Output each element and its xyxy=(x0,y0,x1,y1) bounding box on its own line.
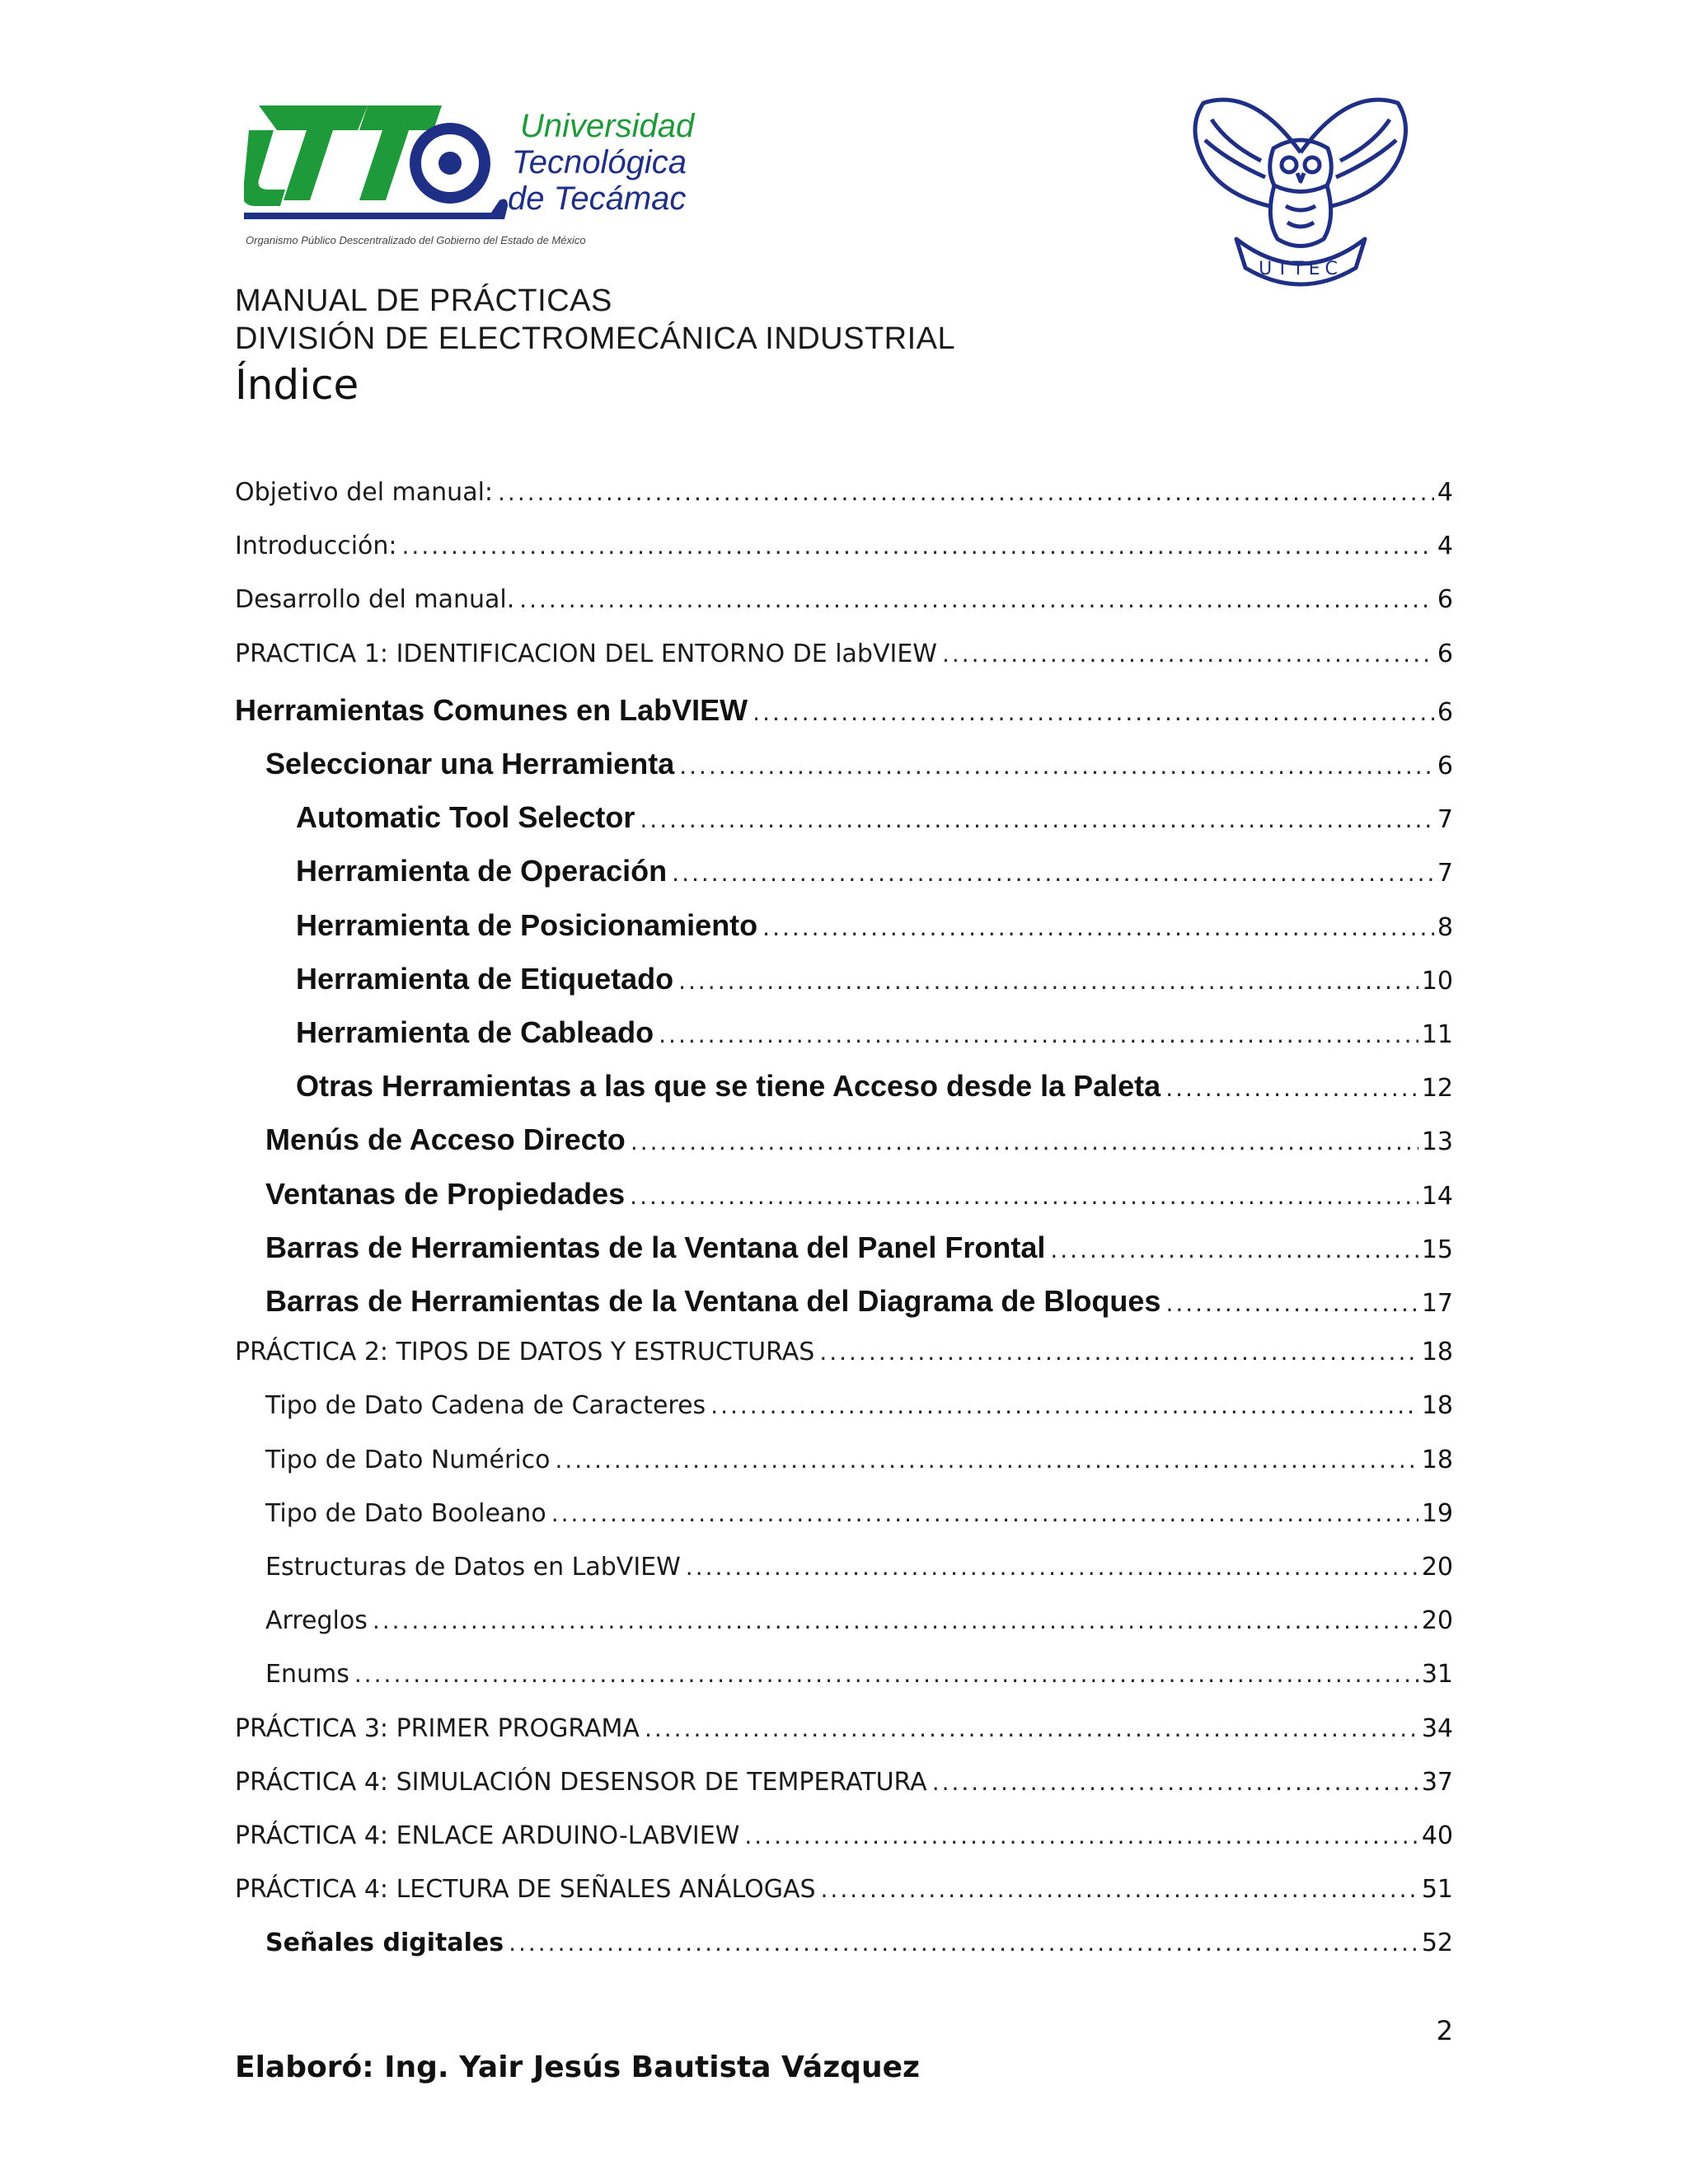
toc-entry-page: 18 xyxy=(1421,1391,1453,1421)
toc-entry[interactable] xyxy=(235,1821,1453,1868)
toc-entry[interactable] xyxy=(235,532,1453,578)
toc-dot-leader xyxy=(659,1021,1418,1048)
toc-entry[interactable] xyxy=(235,478,1453,524)
toc-entry-page: 19 xyxy=(1421,1498,1453,1528)
author-footer: Elaboró: Ing. Yair Jesús Bautista Vázquez xyxy=(235,2050,920,2084)
toc-entry-title: Automatic Tool Selector xyxy=(296,800,635,835)
toc-dot-leader xyxy=(498,479,1434,506)
toc-dot-leader xyxy=(631,1128,1418,1155)
toc-entry-page: 8 xyxy=(1437,912,1453,942)
toc-entry-title: Desarrollo del manual. xyxy=(235,585,515,615)
toc-dot-leader xyxy=(678,968,1418,995)
toc-entry-title: PRÁCTICA 2: TIPOS DE DATOS Y ESTRUCTURAS xyxy=(235,1338,815,1367)
svg-text:Universidad: Universidad xyxy=(520,108,695,144)
toc-entry-page: 4 xyxy=(1437,478,1453,507)
toc-dot-leader xyxy=(556,1446,1418,1474)
toc-entry-page: 12 xyxy=(1421,1074,1453,1104)
manual-title: MANUAL DE PRÁCTICAS xyxy=(235,284,612,318)
toc-entry[interactable] xyxy=(235,1122,1453,1169)
toc-entry-title: Otras Herramientas a las que se tiene Acceso desde la Paleta xyxy=(296,1069,1161,1104)
toc-dot-leader xyxy=(819,1338,1418,1366)
toc-entry[interactable] xyxy=(235,962,1453,1008)
toc-dot-leader xyxy=(762,914,1434,941)
toc-entry[interactable] xyxy=(235,1768,1453,1814)
toc-entry-title: PRÁCTICA 3: PRIMER PROGRAMA xyxy=(235,1713,640,1743)
toc-entry-title: Herramienta de Cableado xyxy=(296,1015,654,1049)
toc-dot-leader xyxy=(630,1183,1418,1210)
svg-text:Tecnológica: Tecnológica xyxy=(512,144,687,180)
toc-entry-title: Señales digitales xyxy=(265,1929,504,1958)
toc-entry-page: 17 xyxy=(1421,1289,1453,1318)
toc-dot-leader xyxy=(640,806,1434,833)
toc-entry-page: 52 xyxy=(1421,1929,1453,1958)
toc-entry-title: Tipo de Dato Cadena de Caracteres xyxy=(265,1391,706,1421)
toc-entry-page: 18 xyxy=(1421,1445,1453,1474)
svg-text:de Tecámac: de Tecámac xyxy=(508,180,687,217)
page-number: 2 xyxy=(1436,2015,1453,2046)
university-logo xyxy=(244,97,722,254)
toc-dot-leader xyxy=(672,860,1434,887)
toc-entry-page: 34 xyxy=(1421,1713,1453,1743)
toc-entry-page: 51 xyxy=(1421,1875,1453,1905)
toc-entry-page: 20 xyxy=(1421,1553,1453,1582)
toc-entry-page: 6 xyxy=(1437,585,1453,615)
toc-entry-page: 6 xyxy=(1437,639,1453,668)
toc-entry-title: Estructuras de Datos en LabVIEW xyxy=(265,1553,681,1582)
toc-entry-title: Arreglos xyxy=(265,1606,368,1636)
toc-entry-title: Objetivo del manual: xyxy=(235,478,494,507)
toc-dot-leader xyxy=(744,1822,1418,1849)
toc-dot-leader xyxy=(1165,1290,1418,1317)
toc-entry[interactable] xyxy=(235,1177,1453,1223)
toc-dot-leader xyxy=(1165,1075,1418,1102)
toc-entry-title: PRÁCTICA 4: SIMULACIÓN DESENSOR DE TEMPERATURA xyxy=(235,1767,927,1797)
toc-entry-title: Herramienta de Operación xyxy=(296,854,668,888)
toc-entry-page: 6 xyxy=(1437,697,1453,727)
toc-dot-leader xyxy=(679,752,1434,780)
toc-dot-leader xyxy=(1050,1236,1418,1263)
toc-entry[interactable] xyxy=(235,1714,1453,1760)
toc-dot-leader xyxy=(645,1715,1418,1742)
toc-entry[interactable] xyxy=(235,1284,1453,1330)
toc-entry[interactable] xyxy=(235,1875,1453,1921)
toc-entry-page: 15 xyxy=(1421,1235,1453,1264)
index-heading: Índice xyxy=(235,361,359,409)
toc-dot-leader xyxy=(519,586,1434,613)
toc-entry-title: PRACTICA 1: IDENTIFICACION DEL ENTORNO DE labVIEW xyxy=(235,639,937,668)
toc-entry-page: 13 xyxy=(1421,1127,1453,1157)
toc-dot-leader xyxy=(354,1661,1418,1688)
toc-entry-page: 14 xyxy=(1421,1181,1453,1211)
svg-text:Organismo Público Descentraliz: Organismo Público Descentralizado del Gobierno del Estado de México xyxy=(246,234,586,246)
toc-dot-leader xyxy=(551,1500,1418,1527)
toc-entry-title: Herramientas Comunes en LabVIEW xyxy=(235,692,748,727)
toc-dot-leader xyxy=(402,532,1434,560)
toc-entry[interactable] xyxy=(235,640,1453,686)
toc-dot-leader xyxy=(821,1876,1418,1903)
toc-entry-title: PRÁCTICA 4: ENLACE ARDUINO-LABVIEW xyxy=(235,1821,740,1850)
toc-entry-title: Herramienta de Etiquetado xyxy=(296,961,674,996)
toc-entry[interactable] xyxy=(235,1929,1453,1975)
toc-entry[interactable] xyxy=(235,1391,1453,1437)
toc-entry-title: Introducción: xyxy=(235,532,397,561)
toc-entry[interactable] xyxy=(235,908,1453,954)
toc-entry-title: Tipo de Dato Numérico xyxy=(265,1445,551,1474)
toc-entry-title: Barras de Herramientas de la Ventana del Diagrama de Bloques xyxy=(265,1284,1161,1318)
toc-entry[interactable] xyxy=(235,854,1453,900)
toc-dot-leader xyxy=(710,1392,1418,1419)
toc-entry-page: 40 xyxy=(1421,1821,1453,1850)
toc-entry[interactable] xyxy=(235,1553,1453,1599)
toc-entry-title: Seleccionar una Herramienta xyxy=(265,747,675,780)
toc-entry[interactable] xyxy=(235,1499,1453,1545)
svg-text:UTTEC: UTTEC xyxy=(1259,259,1343,279)
toc-entry[interactable] xyxy=(235,800,1453,846)
toc-entry-page: 20 xyxy=(1421,1606,1453,1636)
toc-entry-page: 7 xyxy=(1437,859,1453,888)
toc-entry[interactable] xyxy=(235,1069,1453,1115)
toc-entry[interactable] xyxy=(235,1446,1453,1492)
toc-dot-leader xyxy=(686,1554,1418,1581)
toc-entry-title: PRÁCTICA 4: LECTURA DE SEÑALES ANÁLOGAS xyxy=(235,1875,816,1905)
toc-entry-page: 18 xyxy=(1421,1338,1453,1367)
toc-entry-title: Tipo de Dato Booleano xyxy=(265,1498,546,1528)
toc-entry-page: 11 xyxy=(1421,1020,1453,1049)
toc-entry[interactable] xyxy=(235,585,1453,631)
division-title: DIVISIÓN DE ELECTROMECÁNICA INDUSTRIAL xyxy=(235,321,956,356)
owl-logo xyxy=(1187,70,1414,297)
ut-green-letters xyxy=(259,105,368,200)
toc-entry-title: Enums xyxy=(265,1660,349,1690)
toc-entry-title: Menús de Acceso Directo xyxy=(265,1122,626,1157)
toc-entry-page: 7 xyxy=(1437,805,1453,835)
toc-entry[interactable] xyxy=(235,1660,1453,1706)
toc-entry-page: 6 xyxy=(1437,752,1453,780)
toc-dot-leader xyxy=(942,640,1434,668)
toc-dot-leader xyxy=(753,699,1434,726)
toc-entry-page: 4 xyxy=(1437,532,1453,561)
toc-entry-page: 10 xyxy=(1421,966,1453,996)
toc-entry-page: 31 xyxy=(1421,1660,1453,1690)
toc-entry-title: Barras de Herramientas de la Ventana del Panel Frontal xyxy=(265,1230,1046,1264)
toc-entry[interactable] xyxy=(235,1230,1453,1277)
toc-entry[interactable] xyxy=(235,1338,1453,1384)
toc-entry[interactable] xyxy=(235,693,1453,739)
toc-dot-leader xyxy=(932,1769,1418,1796)
toc-entry[interactable] xyxy=(235,1606,1453,1652)
toc-dot-leader xyxy=(509,1929,1418,1957)
toc-entry[interactable] xyxy=(235,747,1453,793)
toc-dot-leader xyxy=(373,1607,1418,1634)
toc-entry-title: Herramienta de Posicionamiento xyxy=(296,907,758,942)
toc-entry[interactable] xyxy=(235,1015,1453,1062)
toc-entry-page: 37 xyxy=(1421,1767,1453,1797)
toc-entry-title: Ventanas de Propiedades xyxy=(265,1176,626,1211)
